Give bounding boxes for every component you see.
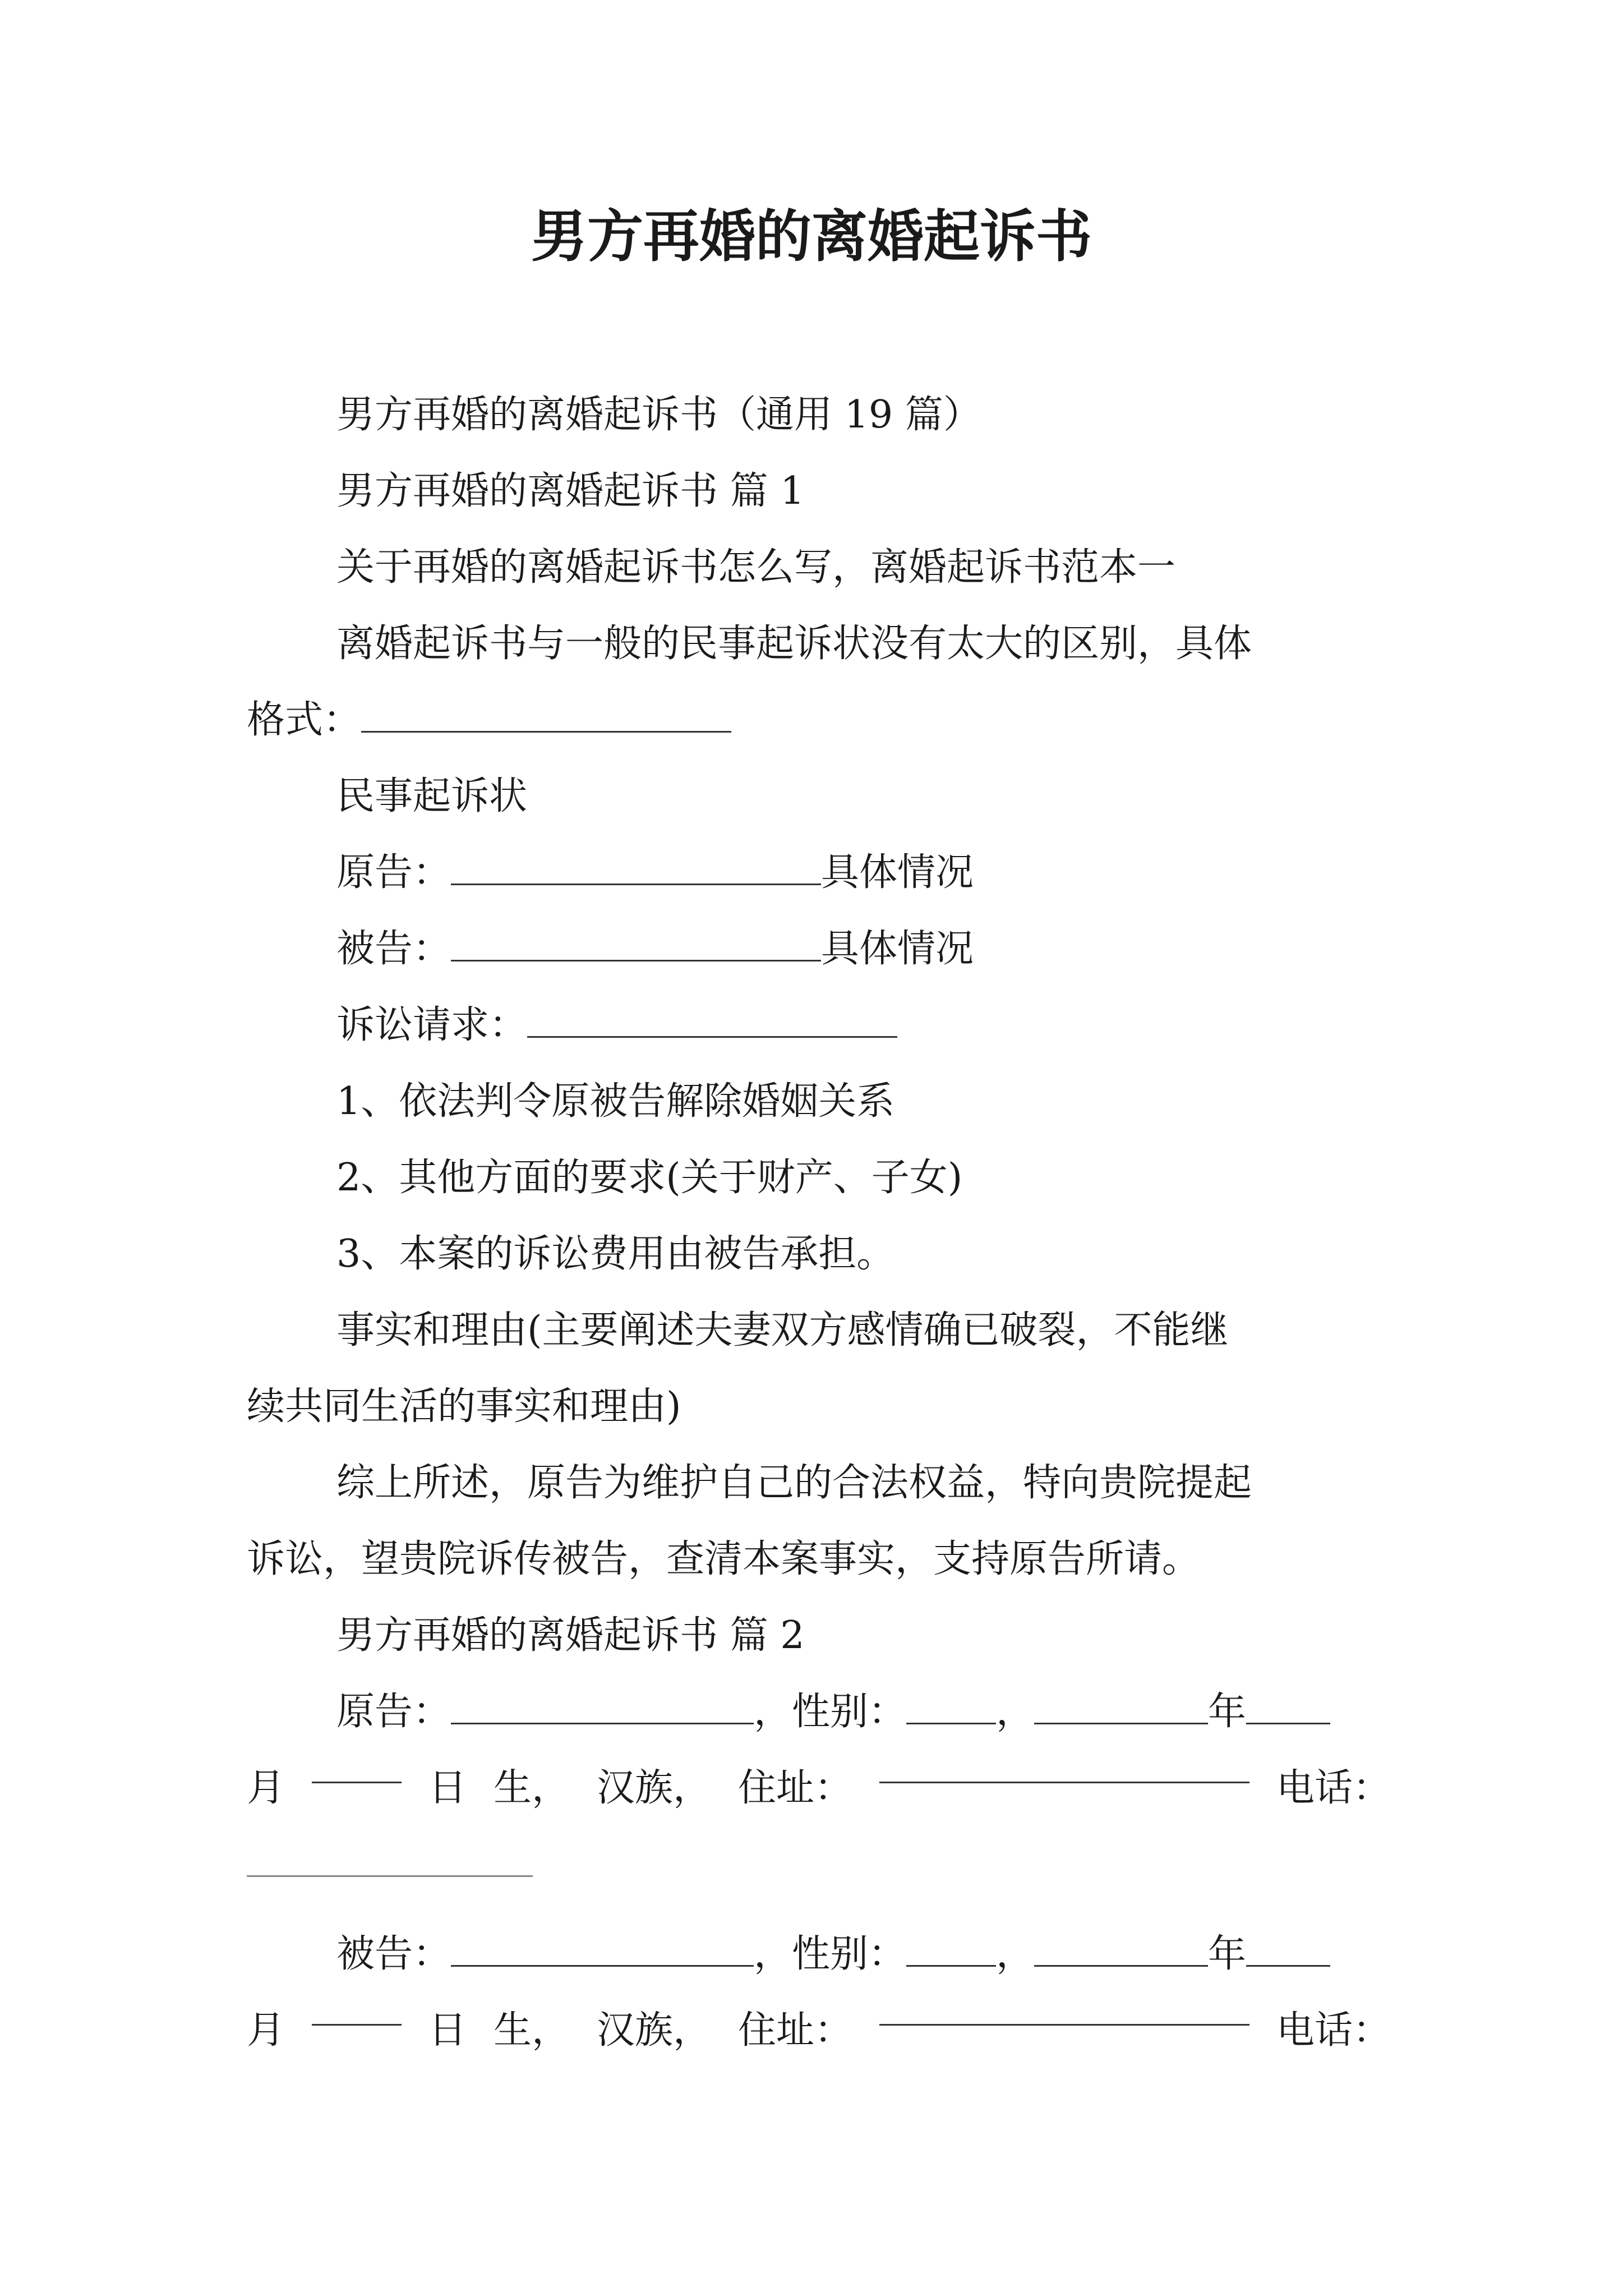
blank-line (906, 1934, 996, 1967)
form-line (247, 1826, 1391, 1903)
blank-line (1034, 1934, 1208, 1967)
claims-label: 诉讼请求： (336, 1003, 528, 1047)
blank-line (879, 1750, 1249, 1783)
born-label: 生， (493, 1766, 570, 1810)
detail-label: 具体情况 (821, 927, 974, 971)
form-line (247, 1916, 1391, 1993)
blank-line (451, 1691, 754, 1724)
paragraph: 诉讼，望贵院诉传被告，查清本案事实，支持原告所请。 (247, 1537, 1201, 1581)
blank-line (527, 1005, 897, 1038)
phone-label: 电话： (1276, 2008, 1391, 2053)
blank-line (451, 852, 821, 885)
month-label: 月 (247, 2008, 285, 2053)
comma: ， (996, 1932, 1035, 1976)
blank-line (312, 1993, 402, 2026)
year-label: 年 (1208, 1932, 1247, 1976)
address-label: 住址： (737, 1766, 852, 1810)
blank-line (451, 1934, 754, 1967)
section-heading: 男方再婚的离婚起诉书 篇 1 (336, 469, 805, 513)
form-line (247, 1674, 1391, 1750)
paragraph: 民事起诉状 (336, 774, 528, 818)
comma: ， (996, 1690, 1035, 1734)
phone-label: 电话： (1276, 1766, 1391, 1810)
gender-label: ，性别： (754, 1932, 907, 1976)
gender-label: ，性别： (754, 1690, 907, 1734)
blank-line (312, 1750, 402, 1783)
list-item: 2、其他方面的要求(关于财产、子女) (336, 1156, 963, 1200)
born-label: 生， (493, 2008, 570, 2053)
blank-line (1246, 1691, 1330, 1724)
address-label: 住址： (737, 2008, 852, 2053)
ethnic-label: 汉族， (596, 2008, 711, 2053)
form-line (247, 1750, 1391, 1826)
ethnic-label: 汉族， (596, 1766, 711, 1810)
blank-line (451, 928, 821, 961)
document-title: 男方再婚的离婚起诉书 (531, 204, 1092, 269)
paragraph (247, 987, 1391, 1064)
detail-label: 具体情况 (821, 850, 974, 895)
day-label: 日 (428, 1766, 467, 1810)
paragraph (247, 835, 1391, 911)
list-item: 1、依法判令原被告解除婚姻关系 (336, 1079, 895, 1124)
section-heading: 男方再婚的离婚起诉书 篇 2 (336, 1613, 805, 1658)
defendant-label: 被告： (336, 1932, 451, 1976)
format-label: 格式： (247, 698, 362, 742)
blank-line (1246, 1934, 1330, 1967)
day-label: 日 (428, 2008, 467, 2053)
list-item: 3、本案的诉讼费用由被告承担。 (336, 1232, 895, 1276)
paragraph: 续共同生活的事实和理由) (247, 1384, 681, 1429)
plaintiff-label: 原告： (336, 1690, 451, 1734)
defendant-label: 被告： (336, 927, 451, 971)
paragraph: 综上所述，原告为维护自己的合法权益，特向贵院提起 (336, 1461, 1252, 1505)
blank-line (361, 700, 731, 733)
blank-line (247, 1844, 533, 1877)
paragraph: 事实和理由(主要阐述夫妻双方感情确已破裂，不能继 (336, 1308, 1229, 1352)
plaintiff-label: 原告： (336, 850, 451, 895)
paragraph: 离婚起诉书与一般的民事起诉状没有太大的区别，具体 (336, 622, 1252, 666)
paragraph (247, 911, 1391, 987)
month-label: 月 (247, 1766, 285, 1810)
blank-line (879, 1993, 1249, 2026)
form-line (247, 1993, 1391, 2069)
year-label: 年 (1208, 1690, 1247, 1734)
blank-line (1034, 1691, 1208, 1724)
blank-line (906, 1691, 996, 1724)
paragraph: 男方再婚的离婚起诉书（通用 19 篇） (336, 393, 981, 437)
paragraph: 关于再婚的离婚起诉书怎么写，离婚起诉书范本一 (336, 545, 1176, 590)
paragraph (247, 682, 1391, 758)
